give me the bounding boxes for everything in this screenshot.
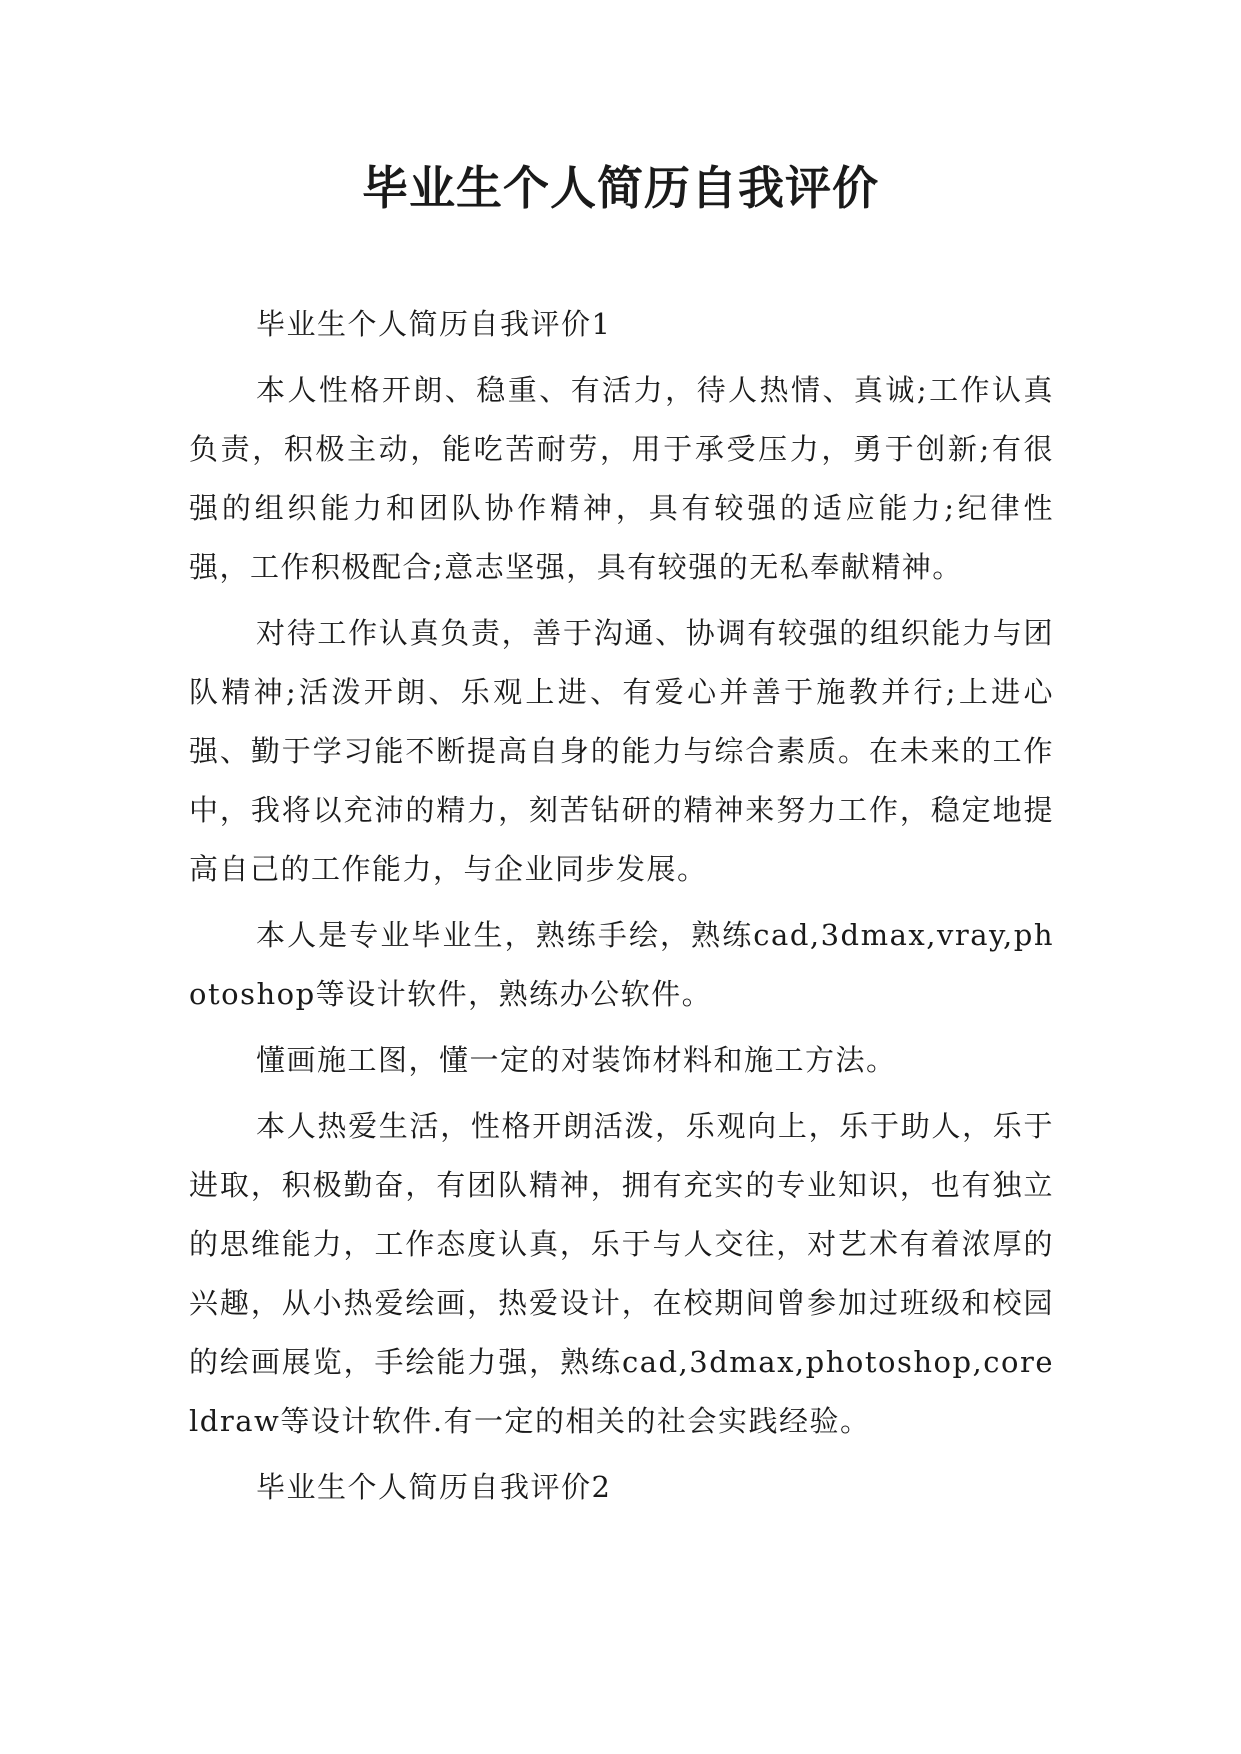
document-body bbox=[189, 295, 1054, 1524]
section-heading-1: 毕业生个人简历自我评价1 bbox=[256, 307, 612, 341]
paragraph-personality: 本人性格开朗、稳重、有活力，待人热情、真诚;工作认真负责，积极主动，能吃苦耐劳，用于承受压力，勇于创新;有很强的组织能力和团队协作精神，具有较强的适应能力;纪律性强，工作积极配合;意志坚强，具有较强的无私奉献精神。 bbox=[189, 373, 1054, 584]
paragraph-work-attitude: 对待工作认真负责，善于沟通、协调有较强的组织能力与团队精神;活泼开朗、乐观上进、有爱心并善于施教并行;上进心强、勤于学习能不断提高自身的能力与综合素质。在未来的工作中，我将以充沛的精力，刻苦钻研的精神来努力工作，稳定地提高自己的工作能力，与企业同步发展。 bbox=[189, 616, 1054, 886]
paragraph-life: 本人热爱生活，性格开朗活泼，乐观向上，乐于助人，乐于进取，积极勤奋，有团队精神，拥有充实的专业知识，也有独立的思维能力，工作态度认真，乐于与人交往，对艺术有着浓厚的兴趣，从小热爱绘画，热爱设计，在校期间曾参加过班级和校园的绘画展览，手绘能力强，熟练cad,3dmax,photoshop,coreldraw等设计软件.有一定的相关的社会实践经验。 bbox=[189, 1109, 1054, 1438]
section-heading-2: 毕业生个人简历自我评价2 bbox=[256, 1470, 612, 1504]
document-title: 毕业生个人简历自我评价 bbox=[362, 161, 879, 215]
paragraph-drawings: 懂画施工图，懂一定的对装饰材料和施工方法。 bbox=[256, 1043, 897, 1077]
paragraph-skills: 本人是专业毕业生，熟练手绘，熟练cad,3dmax,vray,photoshop等设计软件，熟练办公软件。 bbox=[189, 918, 1054, 1011]
